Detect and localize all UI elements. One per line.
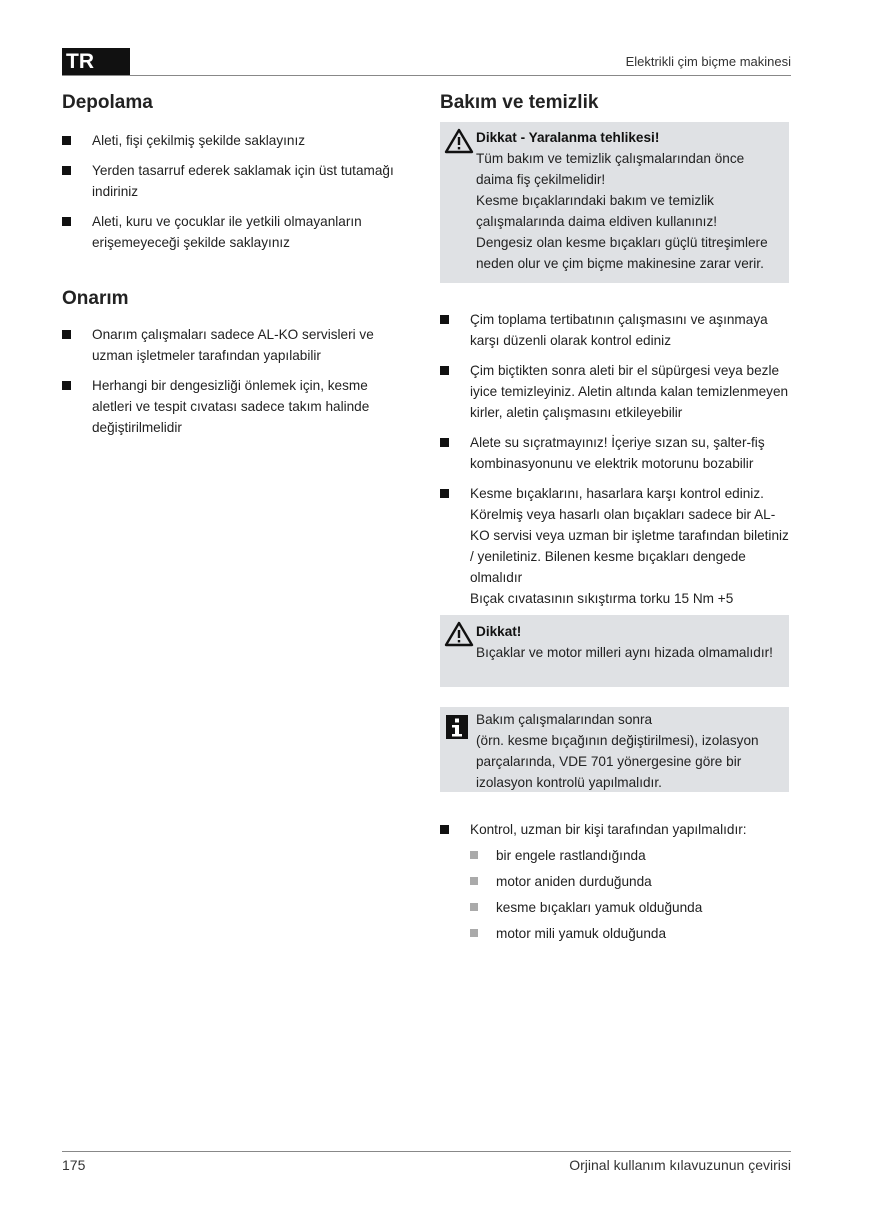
sub-list-item-text: motor aniden durduğunda: [496, 874, 652, 889]
square-bullet-icon: [440, 366, 449, 375]
square-bullet-icon: [440, 825, 449, 834]
list-item-text: Aleti, fişi çekilmiş şekilde saklayınız: [92, 133, 306, 148]
sub-list-item: [468, 845, 790, 866]
square-bullet-icon: [62, 381, 71, 390]
square-bullet-icon: [470, 903, 478, 911]
square-bullet-icon: [440, 438, 449, 447]
list-item-text: Onarım çalışmaları sadece AL-KO servisleri ve uzman işletmeler tarafından yapılabilir: [92, 327, 374, 363]
alignment-warning-box: [440, 615, 789, 687]
warning-text: Kesme bıçaklarındaki bakım ve temizlik çalışmalarında daima eldiven kullanınız!: [476, 193, 718, 229]
square-bullet-icon: [470, 929, 478, 937]
footer-title: Orjinal kullanım kılavuzunun çevirisi: [569, 1157, 791, 1173]
square-bullet-icon: [62, 166, 71, 175]
info-icon: [446, 715, 468, 739]
square-bullet-icon: [62, 330, 71, 339]
list-item: [62, 130, 402, 151]
info-box: [440, 707, 789, 792]
list-item: [440, 309, 790, 351]
sub-list-item: [468, 923, 790, 944]
list-item: [440, 483, 790, 609]
list-item-text: Aleti, kuru ve çocuklar ile yetkili olmayanların erişemeyeceği şekilde saklayınız: [92, 214, 362, 250]
page-number: 175: [62, 1157, 86, 1173]
sub-list-item: [468, 871, 790, 892]
warning-triangle-icon: [444, 621, 474, 647]
list-item-text: Alete su sıçratmayınız! İçeriye sızan su, şalter-fiş kombinasyonunu ve elektrik motorunu bozabilir: [470, 435, 765, 471]
document-title: Elektrikli çim biçme makinesi: [625, 54, 791, 69]
list-item: [440, 360, 790, 423]
language-badge: TR: [62, 48, 130, 75]
inspection-sub-list: [468, 845, 790, 944]
sub-list-item: [468, 897, 790, 918]
maintenance-heading: Bakım ve temizlik: [440, 92, 599, 113]
list-item-text: Çim biçtikten sonra aleti bir el süpürgesi veya bezle iyice temizleyiniz. Aletin altında kalan temizlenmeyen kirler, aletin çalışmasını etkileyebilir: [470, 363, 789, 420]
list-item-text: Kontrol, uzman bir kişi tarafından yapılmalıdır:: [470, 822, 747, 837]
sub-list-item-text: kesme bıçakları yamuk olduğunda: [496, 900, 703, 915]
warning-title: Dikkat - Yaralanma tehlikesi!: [476, 130, 660, 145]
torque-note: Bıçak cıvatasının sıkıştırma torku 15 Nm +5: [470, 591, 734, 606]
square-bullet-icon: [470, 851, 478, 859]
square-bullet-icon: [470, 877, 478, 885]
inspection-list: [440, 819, 790, 840]
sub-list-item-text: bir engele rastlandığında: [496, 848, 646, 863]
list-item: [440, 819, 790, 840]
maintenance-list: [440, 309, 790, 609]
warning-triangle-icon: [444, 128, 474, 154]
repair-section: [62, 288, 402, 447]
header-divider: [62, 75, 791, 76]
list-item-text: Kesme bıçaklarını, hasarlara karşı kontrol ediniz. Körelmiş veya hasarlı olan bıçakları sadece bir AL-KO servisi veya uzman bir işletme tarafından biletiniz / yeniletiniz. Bilenen kesme bıçakları dengede olmalıdır: [470, 486, 789, 585]
warning-title: Dikkat!: [476, 624, 522, 639]
square-bullet-icon: [440, 315, 449, 324]
list-item-text: Çim toplama tertibatının çalışmasını ve aşınmaya karşı düzenli olarak kontrol ediniz: [470, 312, 768, 348]
list-item-text: Yerden tasarruf ederek saklamak için üst tutamağı indiriniz: [92, 163, 394, 199]
warning-text: Dengesiz olan kesme bıçakları güçlü titreşimlere neden olur ve çim biçme makinesine zarar verir.: [476, 235, 768, 271]
list-item: [62, 211, 402, 253]
storage-list: [62, 130, 402, 253]
inspection-section: [440, 819, 790, 949]
storage-section: [62, 92, 402, 262]
footer-divider: [62, 1151, 791, 1152]
warning-text: Bıçaklar ve motor milleri aynı hizada olmamalıdır!: [476, 645, 773, 660]
repair-heading: Onarım: [62, 288, 129, 309]
sub-list-item-text: motor mili yamuk olduğunda: [496, 926, 667, 941]
list-item: [440, 432, 790, 474]
injury-warning-box: [440, 122, 789, 283]
list-item: [62, 324, 402, 366]
warning-text: Tüm bakım ve temizlik çalışmalarından önce daima fiş çekilmelidir!: [476, 151, 745, 187]
square-bullet-icon: [62, 217, 71, 226]
info-text: Bakım çalışmalarından sonra: [476, 712, 653, 727]
info-text: (örn. kesme bıçağının değiştirilmesi), izolasyon parçalarında, VDE 701 yönergesine göre bir izolasyon kontrolü yapılmalıdır.: [476, 733, 759, 790]
square-bullet-icon: [62, 136, 71, 145]
list-item: [62, 375, 402, 438]
square-bullet-icon: [440, 489, 449, 498]
storage-heading: Depolama: [62, 92, 153, 113]
list-item: [62, 160, 402, 202]
repair-list: [62, 324, 402, 438]
list-item-text: Herhangi bir dengesizliği önlemek için, kesme aletleri ve tespit cıvatası sadece takım halinde değiştirilmelidir: [92, 378, 370, 435]
